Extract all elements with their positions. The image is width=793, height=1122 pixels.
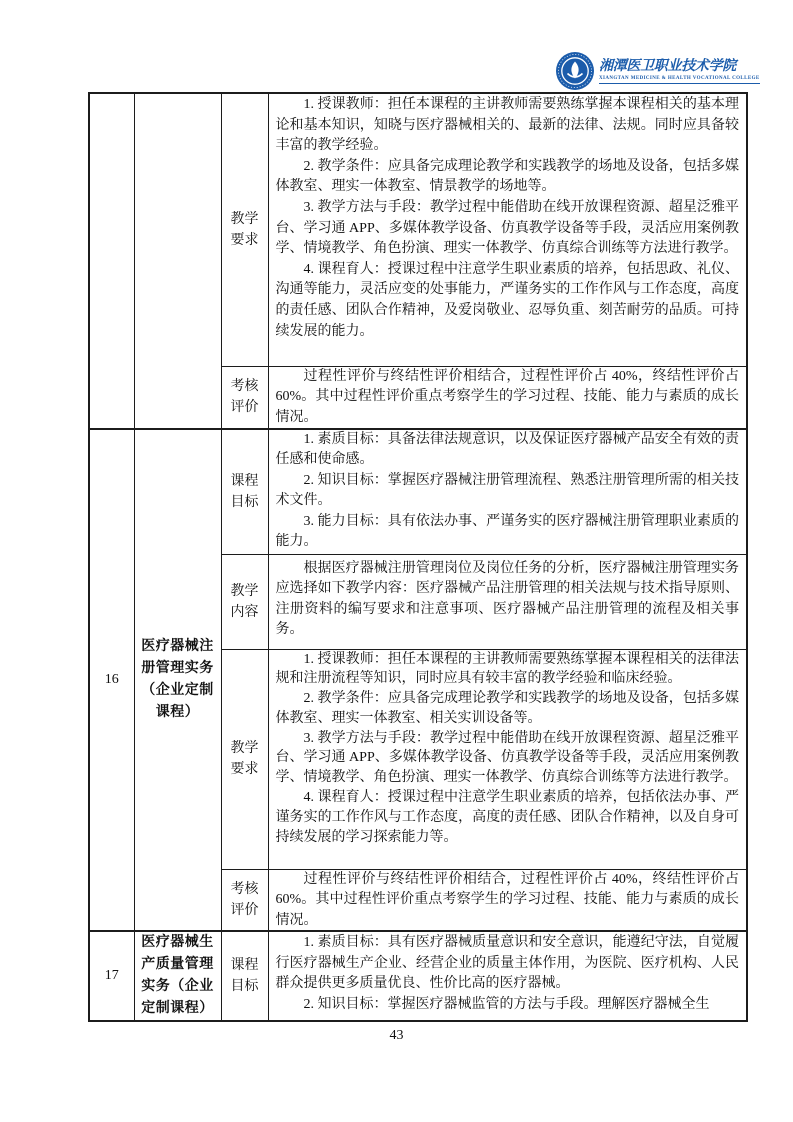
college-name-zh: 湘潭医卫职业技术学院 [599, 58, 736, 74]
course-name-cell: 医疗器械注册管理实务（企业定制课程） [134, 429, 221, 931]
content-paragraph: 4. 课程育人：授课过程中注意学生职业素质的培养，包括依法办事、严谨务实的工作作风与工作态度，高度的责任感、团队合作精神，以及自身可持续发展的学习探索能力等。 [275, 790, 739, 845]
course-name-cell: 医疗器械生产质量管理实务（企业定制课程） [134, 931, 221, 1021]
row-number-cell [89, 93, 134, 429]
content-paragraph: 1. 授课教师：担任本课程的主讲教师需要熟练掌握本课程相关的基本理论和基本知识，知晓与医疗器械相关的、最新的法律、法规。同时应具备较丰富的教学经验。 [275, 97, 739, 154]
college-emblem-icon [556, 52, 594, 90]
content-paragraph: 根据医疗器械注册管理岗位及岗位任务的分析，医疗器械注册管理实务应选择如下教学内容：医疗器械产品注册管理的相关法规与技术指导原则、注册资料的编写要求和注意事项、医疗器械产品注册管理的流程及相关事务。 [275, 560, 739, 638]
section-content-cell [268, 366, 747, 429]
course-syllabus-table [88, 92, 748, 1022]
row-number-cell: 16 [89, 429, 134, 931]
section-content-cell [268, 554, 747, 649]
college-name-en: XIANGTAN MEDICINE & HEALTH VOCATIONAL COLLEGE [599, 75, 760, 84]
college-logo [556, 52, 760, 90]
content-paragraph: 1. 授课教师：担任本课程的主讲教师需要熟练掌握本课程相关的法律法规和注册流程等知识，同时应具有较丰富的教学经验和临床经验。 [275, 651, 739, 687]
content-paragraph: 2. 知识目标：掌握医疗器械注册管理流程、熟悉注册管理所需的相关技术文件。 [275, 472, 739, 509]
table-row [89, 93, 747, 366]
content-paragraph: 3. 教学方法与手段：教学过程中能借助在线开放课程资源、超星泛雅平台、学习通 APP、多媒体教学设备、仿真教学设备等手段，灵活应用案例教学、情境教学、角色扮演、理实一体教学、仿真综合训练等方法进行教学。 [275, 199, 739, 257]
content-paragraph: 3. 能力目标：具有依法办事、严谨务实的医疗器械注册管理职业素质的能力。 [275, 513, 739, 550]
content-paragraph: 2. 教学条件：应具备完成理论教学和实践教学的场地及设备，包括多媒体教室、理实一体教室、相关实训设备等。 [275, 691, 739, 726]
section-label-cell: 考核评价 [221, 366, 268, 429]
table-row [89, 429, 747, 554]
section-content-cell [268, 93, 747, 366]
college-name-block [599, 59, 760, 84]
section-content-cell [268, 931, 747, 1021]
section-label-cell: 考核评价 [221, 869, 268, 931]
content-paragraph: 1. 素质目标：具有医疗器械质量意识和安全意识，能遵纪守法，自觉履行医疗器械生产企业、经营企业的质量主体作用，为医院、医疗机构、人民群众提供更多质量优良、性价比高的医疗器械。 [275, 935, 739, 992]
content-paragraph: 1. 素质目标：具备法律法规意识，以及保证医疗器械产品安全有效的责任感和使命感。 [275, 432, 739, 468]
section-label-cell: 教学要求 [221, 649, 268, 869]
content-paragraph: 4. 课程育人：授课过程中注意学生职业素质的培养，包括思政、礼仪、沟通等能力，灵活应变的处事能力，严谨务实的工作作风与工作态度，高度的责任感、团队合作精神，及爱岗敬业、忍辱负重、刻苦耐劳的品质。可持续发展的能力。 [275, 261, 739, 339]
course-name-cell [134, 93, 221, 429]
content-paragraph: 2. 知识目标：掌握医疗器械监管的方法与手段。理解医疗器械全生 [303, 996, 710, 1012]
content-paragraph: 过程性评价与终结性评价相结合，过程性评价占 40%，终结性评价占 60%。其中过程性评价重点考察学生的学习过程、技能、能力与素质的成长情况。 [275, 368, 739, 425]
content-paragraph: 过程性评价与终结性评价相结合，过程性评价占 40%，终结性评价占 60%。其中过程性评价重点考察学生的学习过程、技能、能力与素质的成长情况。 [275, 871, 739, 928]
section-label-cell: 课程目标 [221, 429, 268, 554]
table-row [89, 931, 747, 1021]
page-number: 43 [389, 1028, 404, 1043]
section-content-cell [268, 869, 747, 931]
section-content-cell [268, 429, 747, 554]
section-label-cell: 教学内容 [221, 554, 268, 649]
section-label-cell: 教学要求 [221, 93, 268, 366]
section-content-cell [268, 649, 747, 869]
section-label-cell: 课程目标 [221, 931, 268, 1021]
content-paragraph: 3. 教学方法与手段：教学过程中能借助在线开放课程资源、超星泛雅平台、学习通 APP、多媒体教学设备、仿真教学设备等手段，灵活应用案例教学、情境教学、角色扮演、理实一体教学、仿真综合训练等方法进行教学。 [275, 730, 739, 786]
row-number-cell: 17 [89, 931, 134, 1021]
content-paragraph: 2. 教学条件：应具备完成理论教学和实践教学的场地及设备，包括多媒体教室、理实一体教室、情景教学的场地等。 [275, 158, 739, 195]
